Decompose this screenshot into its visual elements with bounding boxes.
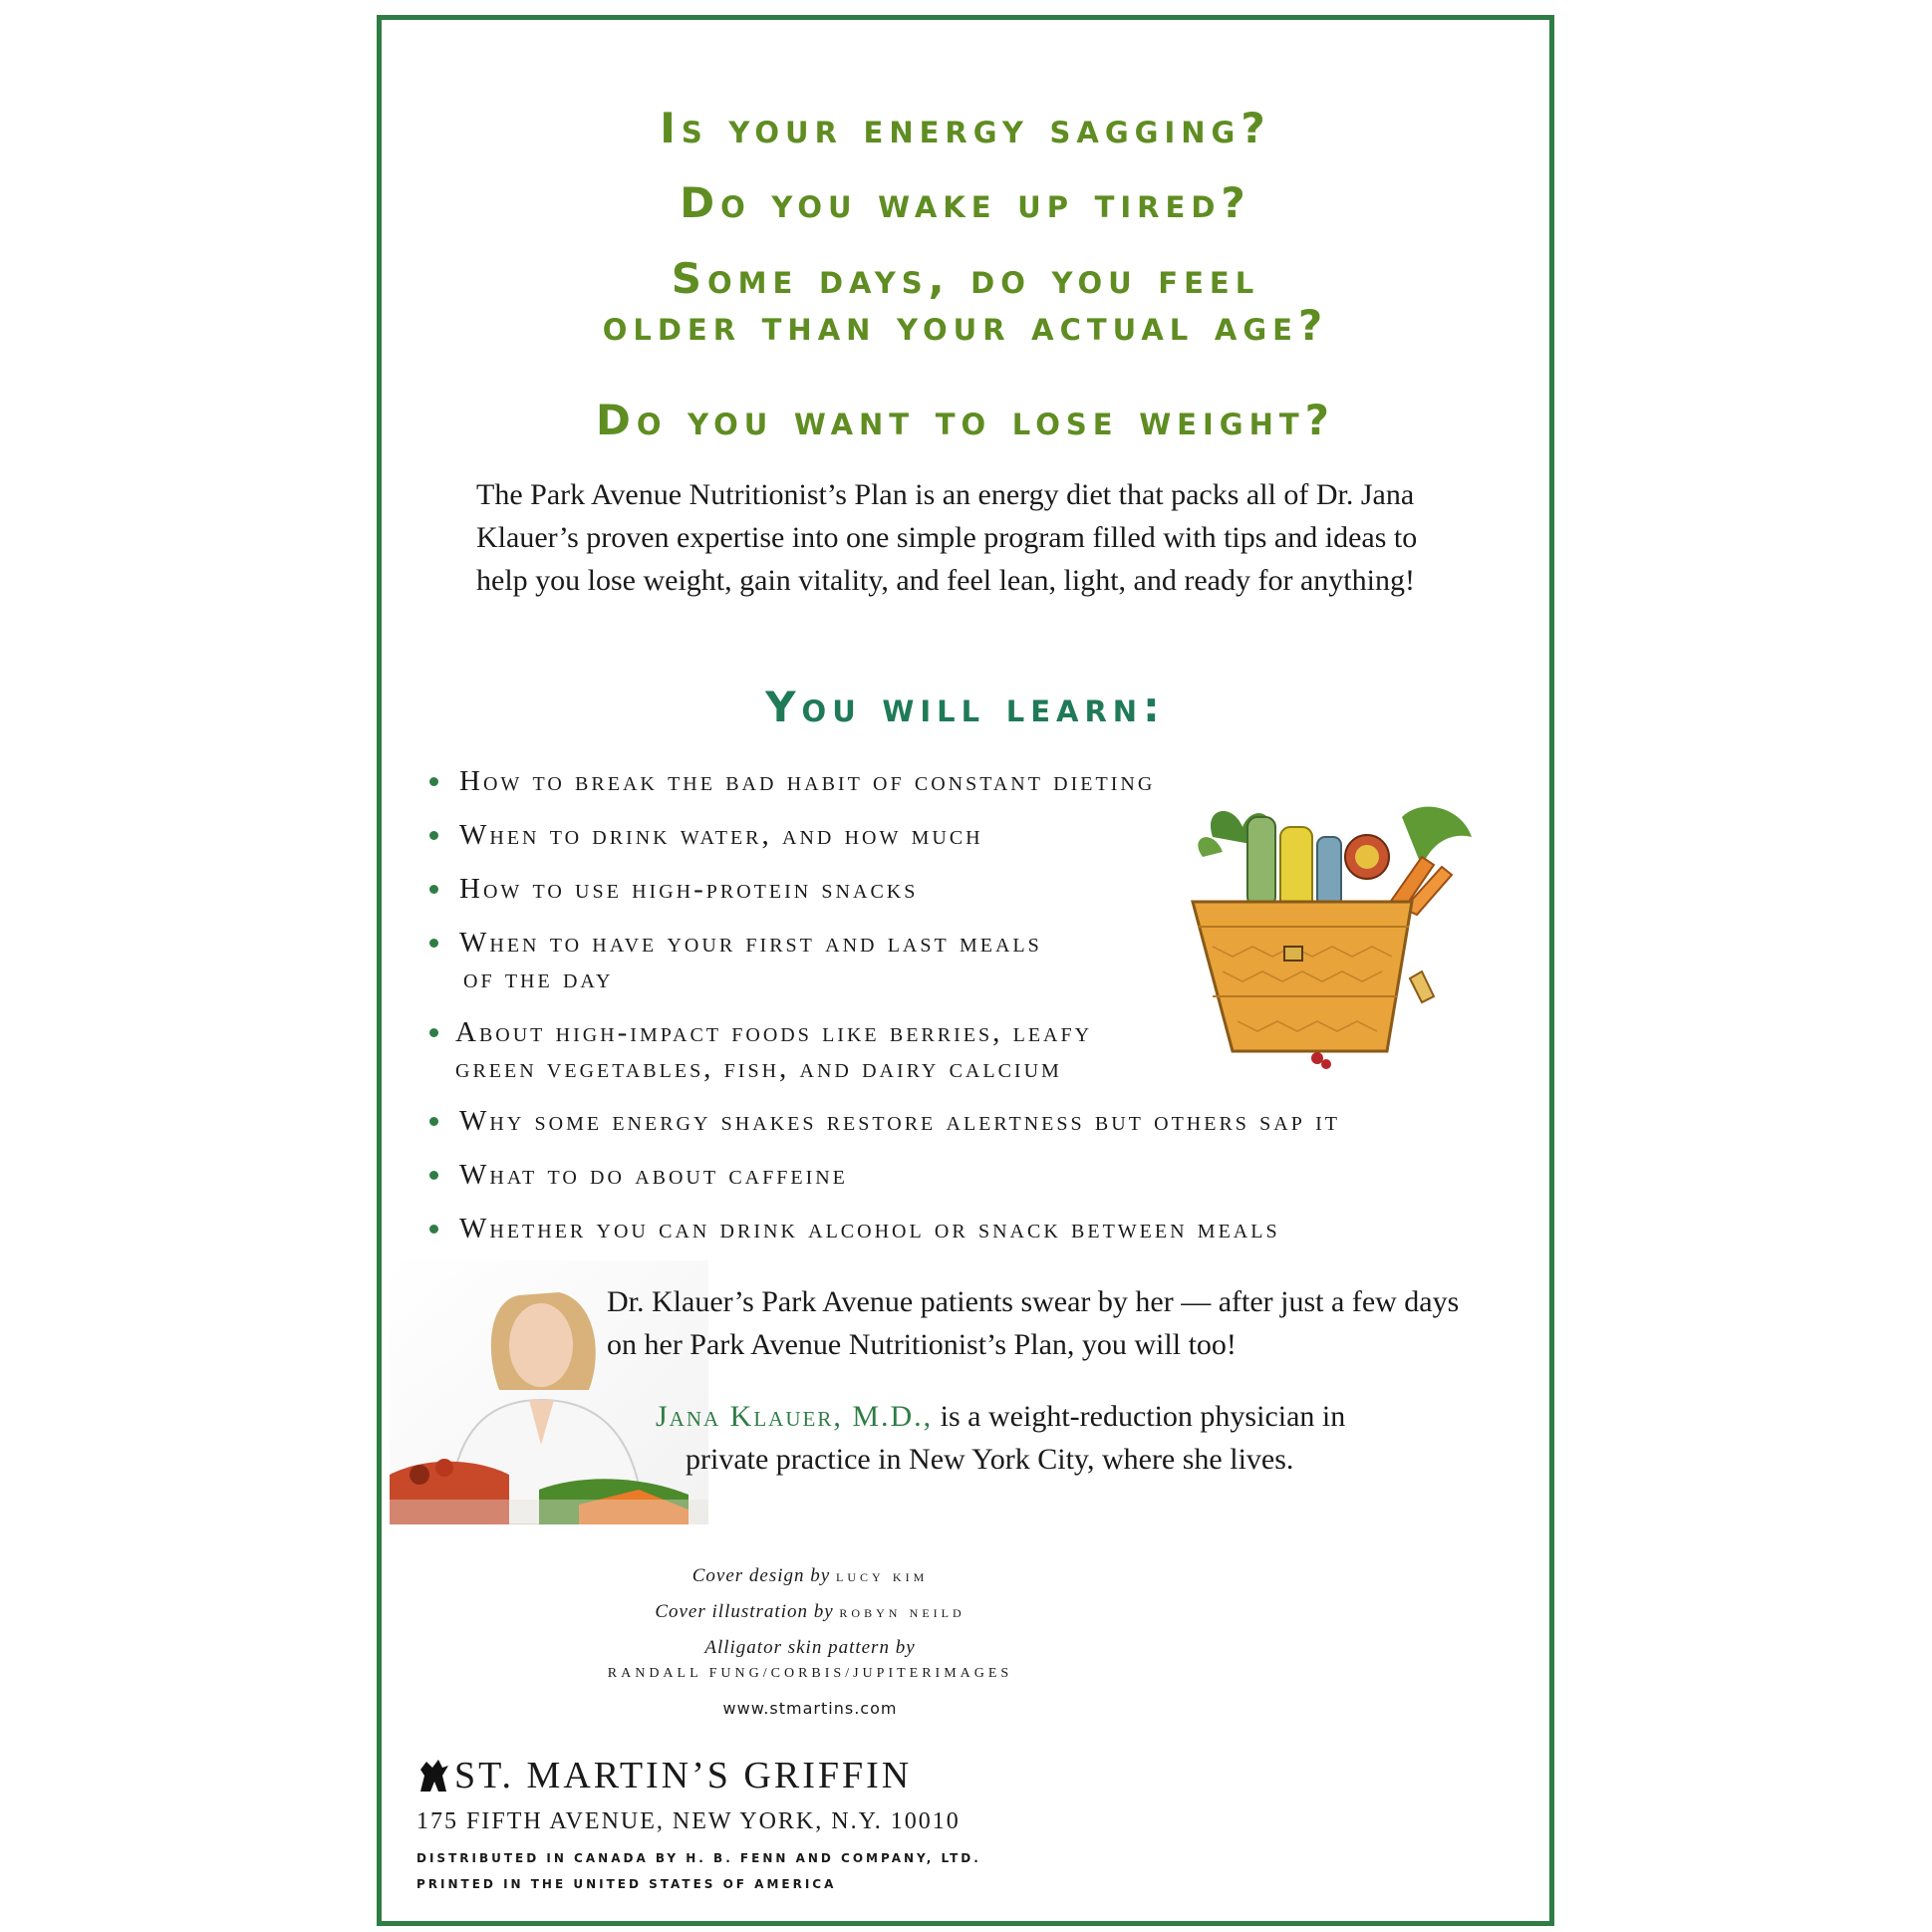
question-energy: Is your energy sagging? (660, 104, 1271, 152)
learn-heading: You will learn: (765, 683, 1166, 731)
publisher-address: 175 FIFTH AVENUE, NEW YORK, N.Y. 10010 (416, 1808, 961, 1834)
learn-item: How to break the bad habit of constant dieting (433, 763, 1155, 799)
question-older-2: older than your actual age? (602, 301, 1329, 350)
publisher-name: ST. MARTIN’S GRIFFIN (454, 1755, 913, 1796)
author-name: Jana Klauer, M.D., (656, 1400, 934, 1433)
testimonial-text: Dr. Klauer’s Park Avenue patients swear by her — after just a few days on her Park Avenue Nutritionist’s Plan, you will too! (607, 1285, 1460, 1361)
learn-item: When to have your first and last meals of the day (433, 925, 1042, 996)
learn-item: Whether you can drink alcohol or snack between meals (433, 1211, 1280, 1246)
learn-item: When to drink water, and how much (433, 817, 983, 853)
griffin-logo-icon (416, 1758, 450, 1794)
author-bio: Jana Klauer, M.D., is a weight-reduction physician in private practice in New York City, where she lives. (656, 1400, 1346, 1476)
publisher-block (416, 1754, 1014, 1797)
printed-note: PRINTED IN THE UNITED STATES OF AMERICA (416, 1877, 837, 1891)
bullet-icon (429, 777, 438, 786)
credit-illustration: Cover illustration by robyn neild (655, 1601, 966, 1622)
bullet-icon (429, 885, 438, 894)
learn-item: About high-impact foods like berries, leafy green vegetables, fish, and dairy calcium (433, 1014, 1092, 1086)
bullet-icon (429, 939, 438, 948)
learn-item: Why some energy shakes restore alertness but others sap it (433, 1103, 1340, 1139)
intro-paragraph: The Park Avenue Nutritionist’s Plan is an energy diet that packs all of Dr. Jana Klauer’s proven expertise into one simple program filled with tips and ideas to help you lose weight, gain vitality, and feel lean, light, and ready for anything! (476, 478, 1418, 597)
distribution-note: DISTRIBUTED IN CANADA BY H. B. FENN AND COMPANY, LTD. (416, 1851, 981, 1865)
question-weight: Do you want to lose weight? (595, 396, 1335, 444)
back-cover (377, 15, 1554, 1926)
publisher-url[interactable]: www.stmartins.com (722, 1699, 898, 1718)
learn-item: How to use high-protein snacks (433, 871, 918, 907)
basket-illustration (1173, 797, 1492, 1076)
bullet-icon (429, 1117, 438, 1126)
question-tired: Do you wake up tired? (680, 178, 1251, 227)
vegetables-icon (1198, 807, 1472, 915)
learn-item: What to do about caffeine (433, 1157, 848, 1193)
credit-design: Cover design by lucy kim (691, 1565, 929, 1586)
question-older-1: Some days, do you feel (671, 254, 1260, 303)
bullet-icon (429, 1171, 438, 1180)
bullet-icon (429, 831, 438, 840)
credit-pattern: Alligator skin pattern by RANDALL FUNG/CORBIS/JUPITERIMAGES (607, 1637, 1013, 1681)
bullet-icon (429, 1028, 438, 1037)
bullet-icon (429, 1225, 438, 1234)
